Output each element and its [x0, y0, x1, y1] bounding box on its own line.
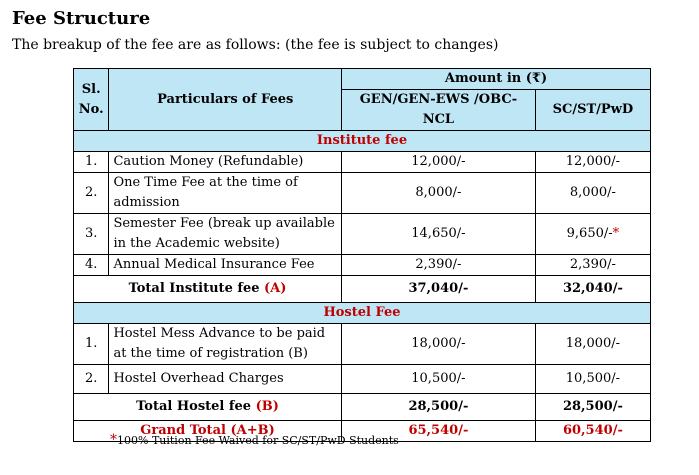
row-gen-amount: 12,000/- [342, 152, 536, 173]
footnote [110, 432, 399, 448]
row-sl: 2. [74, 173, 109, 214]
hostel-total-sc: 28,500/- [535, 394, 650, 421]
row-sc-amount: 12,000/- [535, 152, 650, 173]
institute-total-row [74, 276, 651, 303]
table-row [74, 365, 651, 394]
col-header-gen: GEN/GEN-EWS /OBC-NCL [342, 90, 536, 131]
row-sc-amount: 2,390/- [535, 255, 650, 276]
section-label: Hostel Fee [74, 303, 651, 324]
sc-amount-value: 9,650/- [566, 226, 613, 241]
page-title: Fee Structure [12, 8, 151, 29]
footnote-text: 100% Tuition Fee Waived for SC/ST/PwD Students [117, 434, 399, 447]
row-particular: Annual Medical Insurance Fee [109, 255, 342, 276]
row-sl: 4. [74, 255, 109, 276]
page-subtitle: The breakup of the fee are as follows: (the fee is subject to changes) [12, 37, 499, 53]
total-label-cell [74, 276, 342, 303]
row-particular: Hostel Overhead Charges [109, 365, 342, 394]
row-gen-amount: 8,000/- [342, 173, 536, 214]
row-sc-amount: 18,000/- [535, 324, 650, 365]
hostel-total-tag: (B) [255, 399, 279, 414]
institute-total-gen: 37,040/- [342, 276, 536, 303]
institute-total-label: Total Institute fee [128, 281, 260, 296]
col-header-sc: SC/ST/PwD [535, 90, 650, 131]
asterisk-mark: * [612, 226, 620, 241]
institute-total-sc: 32,040/- [535, 276, 650, 303]
grand-total-gen: 65,540/- [342, 421, 536, 442]
row-particular: Semester Fee (break up available in the Academic website) [109, 214, 342, 255]
table-row [74, 324, 651, 365]
grand-total-label: Grand Total (A+B) [74, 421, 342, 442]
table-row [74, 214, 651, 255]
hostel-total-row [74, 394, 651, 421]
row-particular: Hostel Mess Advance to be paid at the time of registration (B) [109, 324, 342, 365]
hostel-total-label: Total Hostel fee [136, 399, 252, 414]
row-sc-amount: 10,500/- [535, 365, 650, 394]
row-sc-amount: 8,000/- [535, 173, 650, 214]
table-row [74, 255, 651, 276]
section-row-hostel [74, 303, 651, 324]
grand-total-sc: 60,540/- [535, 421, 650, 442]
fee-table [73, 68, 651, 442]
table-row [74, 173, 651, 214]
row-gen-amount: 10,500/- [342, 365, 536, 394]
section-row-institute [74, 131, 651, 152]
row-sc-amount [535, 214, 650, 255]
total-label-cell [74, 394, 342, 421]
col-header-particulars: Particulars of Fees [109, 69, 342, 131]
row-gen-amount: 18,000/- [342, 324, 536, 365]
row-gen-amount: 2,390/- [342, 255, 536, 276]
institute-total-tag: (A) [264, 281, 287, 296]
row-sl: 1. [74, 152, 109, 173]
footnote-asterisk: * [110, 432, 117, 448]
col-header-amount: Amount in (₹) [342, 69, 651, 90]
row-particular: Caution Money (Refundable) [109, 152, 342, 173]
table-row [74, 152, 651, 173]
table-header-row [74, 69, 651, 90]
row-particular: One Time Fee at the time of admission [109, 173, 342, 214]
section-label: Institute fee [74, 131, 651, 152]
col-header-sl: Sl. No. [74, 69, 109, 131]
row-sl: 2. [74, 365, 109, 394]
row-gen-amount: 14,650/- [342, 214, 536, 255]
row-sl: 3. [74, 214, 109, 255]
row-sl: 1. [74, 324, 109, 365]
hostel-total-gen: 28,500/- [342, 394, 536, 421]
